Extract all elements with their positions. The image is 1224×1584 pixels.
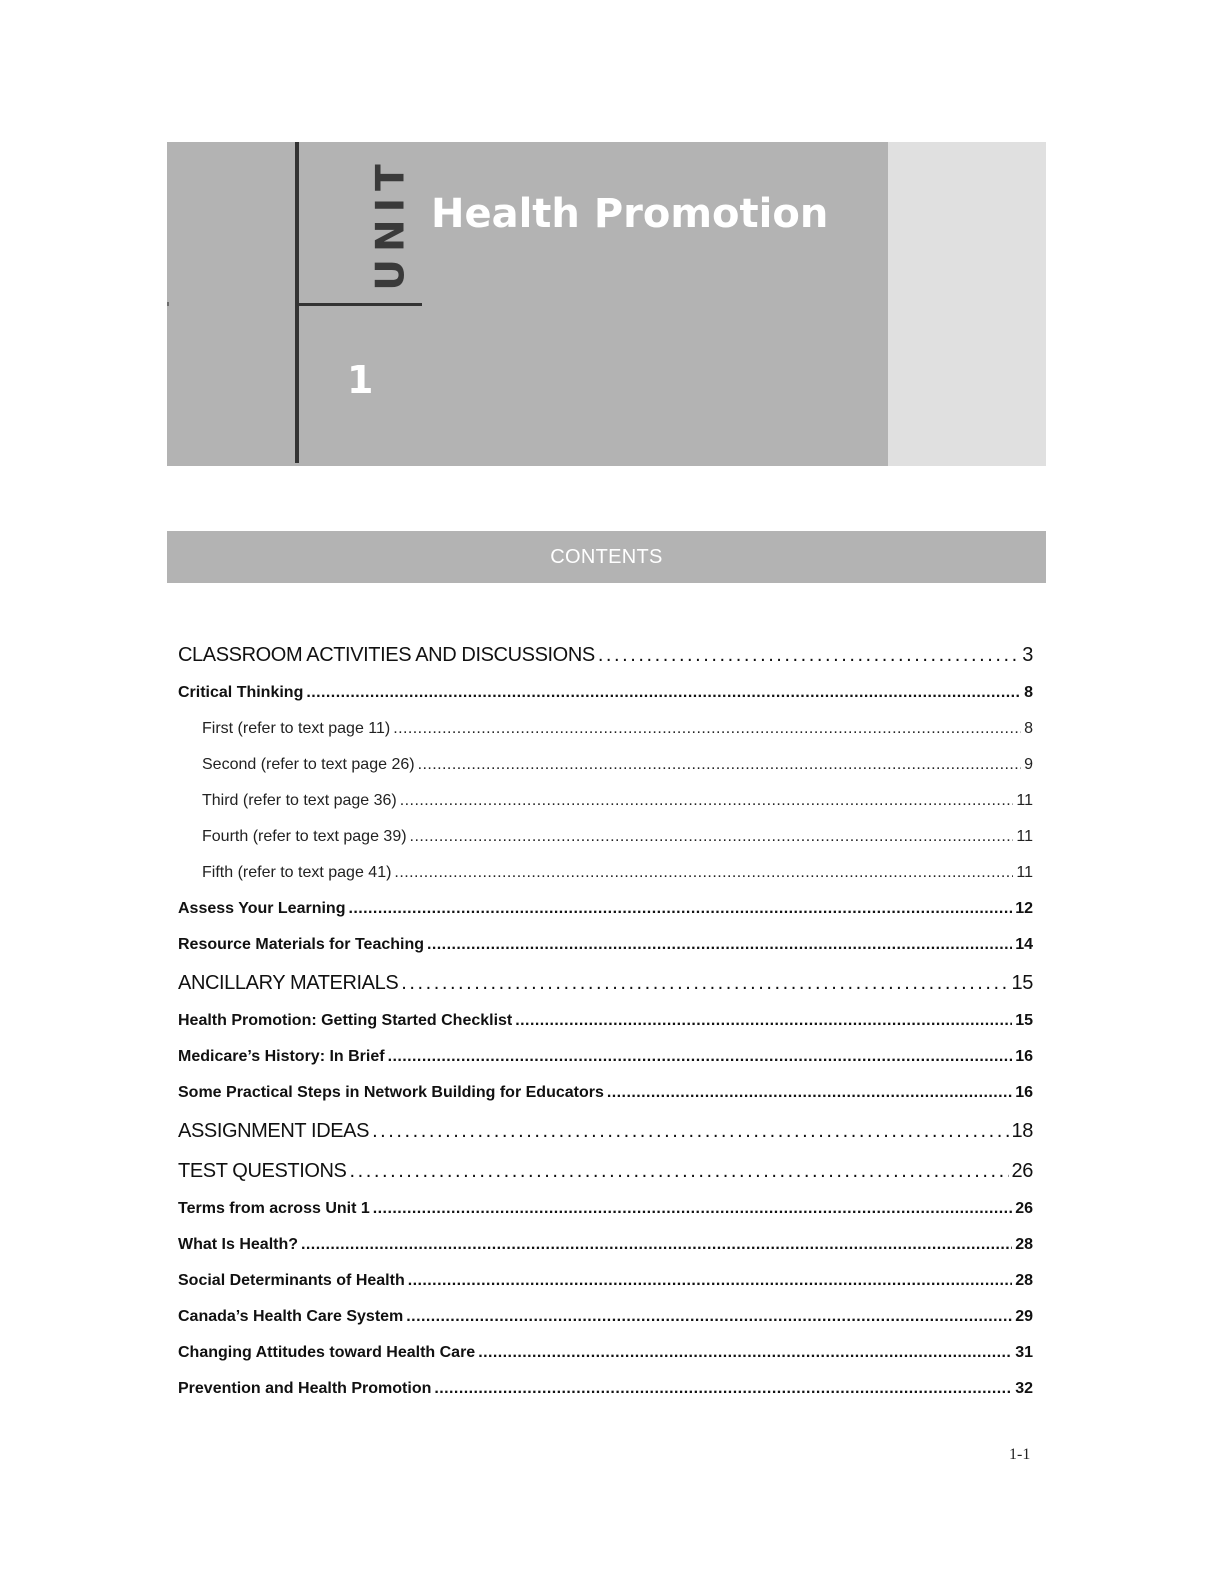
- banner-horizontal-rule: [295, 303, 422, 306]
- toc-entry-page: 28: [1015, 1236, 1033, 1253]
- unit-title: Health Promotion: [431, 191, 829, 237]
- unit-banner: [167, 142, 1046, 466]
- toc-dot-leader: [348, 891, 1012, 927]
- toc-entry-title: Assess Your Learning: [178, 900, 346, 917]
- toc-dot-leader: [301, 1227, 1012, 1263]
- toc-dot-leader: [434, 1371, 1012, 1407]
- toc-entry[interactable]: [178, 1151, 1033, 1191]
- toc-entry-title: ANCILLARY MATERIALS: [178, 972, 399, 994]
- unit-label: UNIT: [368, 157, 414, 291]
- toc-dot-leader: [306, 675, 1021, 711]
- toc-entry-title: Fifth (refer to text page 41): [202, 864, 392, 881]
- toc-entry[interactable]: [178, 1335, 1033, 1371]
- toc-dot-leader: [598, 635, 1019, 675]
- toc-entry-title: ASSIGNMENT IDEAS: [178, 1120, 370, 1142]
- toc-entry-page: 16: [1015, 1048, 1033, 1065]
- toc-entry[interactable]: [178, 1263, 1033, 1299]
- toc-entry[interactable]: [178, 1075, 1033, 1111]
- toc-entry-page: 31: [1015, 1344, 1033, 1361]
- toc-entry-title: What Is Health?: [178, 1236, 299, 1253]
- toc-entry[interactable]: [178, 783, 1033, 819]
- toc-entry-title: Social Determinants of Health: [178, 1272, 405, 1289]
- toc-dot-leader: [350, 1151, 1009, 1191]
- table-of-contents: [178, 635, 1033, 1407]
- toc-entry-page: 11: [1016, 792, 1033, 809]
- toc-entry-title: Prevention and Health Promotion: [178, 1380, 432, 1397]
- toc-entry-page: 29: [1015, 1308, 1033, 1325]
- contents-heading: CONTENTS: [550, 545, 663, 568]
- toc-entry-page: 9: [1024, 756, 1033, 773]
- toc-dot-leader: [515, 1003, 1012, 1039]
- toc-entry[interactable]: [178, 1111, 1033, 1151]
- toc-entry-page: 15: [1011, 972, 1033, 994]
- toc-entry-title: Canada’s Health Care System: [178, 1308, 404, 1325]
- toc-entry-title: Second (refer to text page 26): [202, 756, 415, 773]
- toc-dot-leader: [410, 819, 1014, 855]
- contents-bar: [167, 531, 1046, 583]
- unit-number: 1: [347, 358, 374, 402]
- page-number: 1-1: [1009, 1446, 1031, 1463]
- toc-entry[interactable]: [178, 711, 1033, 747]
- toc-dot-leader: [427, 927, 1012, 963]
- toc-entry-title: Medicare’s History: In Brief: [178, 1048, 385, 1065]
- toc-entry-title: Changing Attitudes toward Health Care: [178, 1344, 476, 1361]
- toc-dot-leader: [408, 1263, 1012, 1299]
- toc-entry[interactable]: [178, 1299, 1033, 1335]
- toc-entry[interactable]: [178, 855, 1033, 891]
- toc-entry[interactable]: [178, 747, 1033, 783]
- toc-entry-page: 14: [1015, 936, 1033, 953]
- toc-entry[interactable]: [178, 927, 1033, 963]
- toc-entry-title: Third (refer to text page 36): [202, 792, 397, 809]
- toc-entry[interactable]: [178, 635, 1033, 675]
- toc-entry-title: Health Promotion: Getting Started Checklist: [178, 1012, 513, 1029]
- toc-entry[interactable]: [178, 1039, 1033, 1075]
- toc-dot-leader: [607, 1075, 1012, 1111]
- toc-entry-title: First (refer to text page 11): [202, 720, 391, 737]
- toc-entry[interactable]: [178, 1003, 1033, 1039]
- toc-dot-leader: [401, 963, 1008, 1003]
- toc-entry-page: 18: [1011, 1120, 1033, 1142]
- toc-entry-page: 12: [1015, 900, 1033, 917]
- toc-entry[interactable]: [178, 963, 1033, 1003]
- toc-entry-page: 8: [1024, 684, 1033, 701]
- toc-entry-page: 11: [1016, 864, 1033, 881]
- toc-entry[interactable]: [178, 675, 1033, 711]
- toc-entry[interactable]: [178, 819, 1033, 855]
- toc-dot-leader: [394, 855, 1013, 891]
- toc-entry-page: 28: [1015, 1272, 1033, 1289]
- toc-entry-title: Terms from across Unit 1: [178, 1200, 370, 1217]
- toc-entry[interactable]: [178, 1191, 1033, 1227]
- toc-dot-leader: [406, 1299, 1012, 1335]
- toc-dot-leader: [393, 711, 1021, 747]
- toc-dot-leader: [388, 1039, 1013, 1075]
- toc-entry-title: Fourth (refer to text page 39): [202, 828, 407, 845]
- toc-dot-leader: [373, 1191, 1012, 1227]
- toc-entry-page: 11: [1016, 828, 1033, 845]
- toc-entry[interactable]: [178, 1227, 1033, 1263]
- toc-dot-leader: [478, 1335, 1012, 1371]
- toc-entry-title: Resource Materials for Teaching: [178, 936, 424, 953]
- toc-entry-page: 26: [1015, 1200, 1033, 1217]
- toc-entry-title: Critical Thinking: [178, 684, 304, 701]
- toc-dot-leader: [400, 783, 1014, 819]
- toc-dot-leader: [372, 1111, 1008, 1151]
- banner-side-panel: [888, 142, 1046, 466]
- toc-entry-title: Some Practical Steps in Network Building for Educators: [178, 1084, 604, 1101]
- toc-entry-page: 16: [1015, 1084, 1033, 1101]
- toc-entry-page: 8: [1024, 720, 1033, 737]
- toc-entry[interactable]: [178, 891, 1033, 927]
- toc-entry-page: 26: [1011, 1160, 1033, 1182]
- toc-entry-page: 32: [1015, 1380, 1033, 1397]
- toc-entry[interactable]: [178, 1371, 1033, 1407]
- toc-entry-title: CLASSROOM ACTIVITIES AND DISCUSSIONS: [178, 644, 595, 666]
- toc-entry-page: 3: [1022, 644, 1033, 666]
- toc-dot-leader: [418, 747, 1022, 783]
- toc-entry-title: TEST QUESTIONS: [178, 1160, 347, 1182]
- banner-tick-mark: [167, 302, 169, 306]
- toc-entry-page: 15: [1015, 1012, 1033, 1029]
